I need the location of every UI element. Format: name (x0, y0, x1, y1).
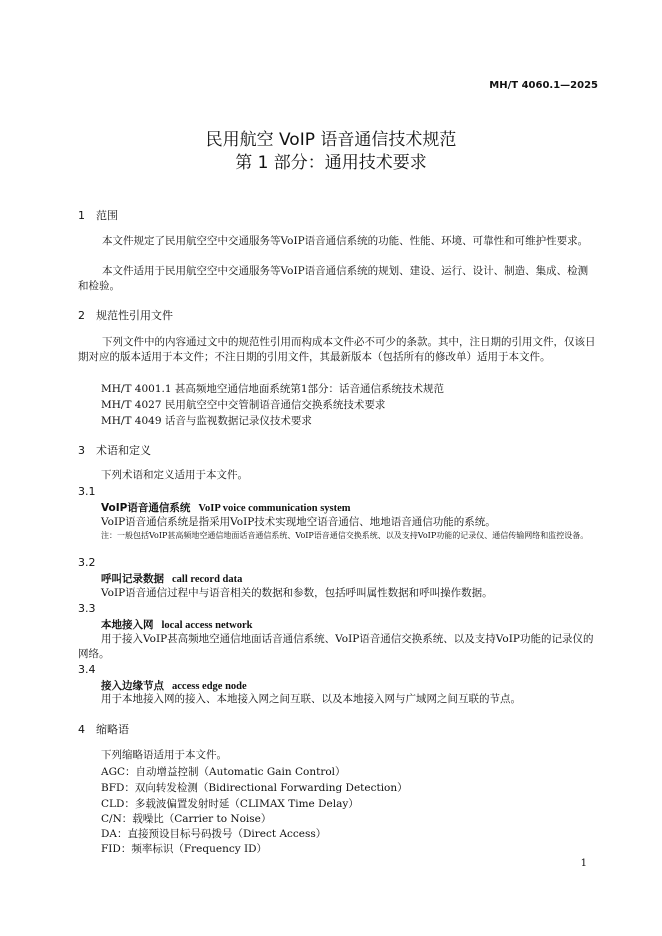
term-number: 3.1 (78, 485, 96, 498)
abbreviation-item: CLD：多载波偏置发射时延（CLIMAX Time Delay） (101, 798, 359, 810)
reference-item: MH/T 4001.1 甚高频地空通信地面系统第1部分：话音通信系统技术规范 (101, 383, 445, 395)
term-number: 3.2 (78, 556, 96, 569)
abbreviation-item: FID：频率标识（Frequency ID） (101, 843, 268, 855)
section-number: 2 (78, 309, 85, 322)
paragraph: 下列术语和定义适用于本文件。 (101, 469, 248, 481)
term-en: call record data (172, 574, 243, 585)
term-en: local access network (161, 620, 253, 631)
paragraph: 本文件适用于民用航空空中交通服务等VoIP语音通信系统的规划、建设、运行、设计、制造、集成、检测和检验。 (78, 265, 589, 292)
term-note: 注：一般包括VoIP甚高频地空通信地面话音通信系统、VoIP语音通信交换系统、以及支持VoIP功能的记录仪、通信传输网络和监控设备。 (101, 531, 589, 540)
term-title (101, 571, 242, 586)
term-title (101, 500, 351, 515)
term-definition: VoIP语音通信系统是指采用VoIP技术实现地空语音通信、地地语音通信功能的系统。 (101, 516, 496, 528)
term-zh: 本地接入网 (101, 619, 154, 631)
paragraph: 下列文件中的内容通过文中的规范性引用而构成本文件必不可少的条款。其中，注日期的引用文件，仅该日期对应的版本适用于本文件；不注日期的引用文件，其最新版本（包括所有的修改单）适用于本文件。 (78, 336, 596, 363)
section-heading-scope (78, 207, 118, 223)
section-heading-terms (78, 442, 151, 458)
term-number: 3.4 (78, 663, 96, 676)
page-number: 1 (580, 858, 587, 869)
section-title: 术语和定义 (96, 444, 151, 457)
section-title: 范围 (96, 209, 118, 222)
abbreviation-item: BFD：双向转发检测（Bidirectional Forwarding Detection） (101, 782, 408, 794)
section-heading-normative-references (78, 307, 173, 323)
reference-item: MH/T 4027 民用航空空中交管制语音通信交换系统技术要求 (101, 399, 386, 411)
paragraph: 下列缩略语适用于本文件。 (101, 749, 227, 761)
term-definition: 用于本地接入网的接入、本地接入网之间互联、以及本地接入网与广域网之间互联的节点。 (101, 693, 521, 705)
term-title (101, 678, 247, 693)
term-title (101, 617, 252, 632)
section-heading-abbreviations (78, 721, 129, 737)
section-title: 缩略语 (96, 723, 129, 736)
term-en: access edge node (172, 681, 247, 692)
term-zh: 接入边缘节点 (101, 680, 164, 692)
document-title: 民用航空 VoIP 语音通信技术规范 (205, 130, 457, 150)
document-subtitle: 第 1 部分：通用技术要求 (235, 153, 427, 173)
term-zh: VoIP语音通信系统 (101, 502, 191, 514)
term-definition: 用于接入VoIP甚高频地空通信地面话音通信系统、VoIP语音通信交换系统、以及支持VoIP功能的记录仪的网络。 (78, 633, 594, 660)
term-number: 3.3 (78, 602, 96, 615)
reference-item: MH/T 4049 话音与监视数据记录仪技术要求 (101, 415, 312, 427)
section-number: 1 (78, 209, 85, 222)
term-en: VoIP voice communication system (198, 503, 351, 514)
abbreviation-item: DA：直接预设目标号码拨号（Direct Access） (101, 828, 327, 840)
section-number: 4 (78, 723, 85, 736)
term-zh: 呼叫记录数据 (101, 573, 164, 585)
section-number: 3 (78, 444, 85, 457)
document-code: MH/T 4060.1—2025 (489, 80, 598, 91)
paragraph: 本文件规定了民用航空空中交通服务等VoIP语音通信系统的功能、性能、环境、可靠性和可维护性要求。 (102, 235, 589, 247)
term-definition: VoIP语音通信过程中与语音相关的数据和参数，包括呼叫属性数据和呼叫操作数据。 (101, 587, 493, 599)
abbreviation-item: C/N：载噪比（Carrier to Noise） (101, 813, 272, 825)
section-title: 规范性引用文件 (96, 309, 173, 322)
abbreviation-item: AGC：自动增益控制（Automatic Gain Control） (101, 766, 346, 778)
